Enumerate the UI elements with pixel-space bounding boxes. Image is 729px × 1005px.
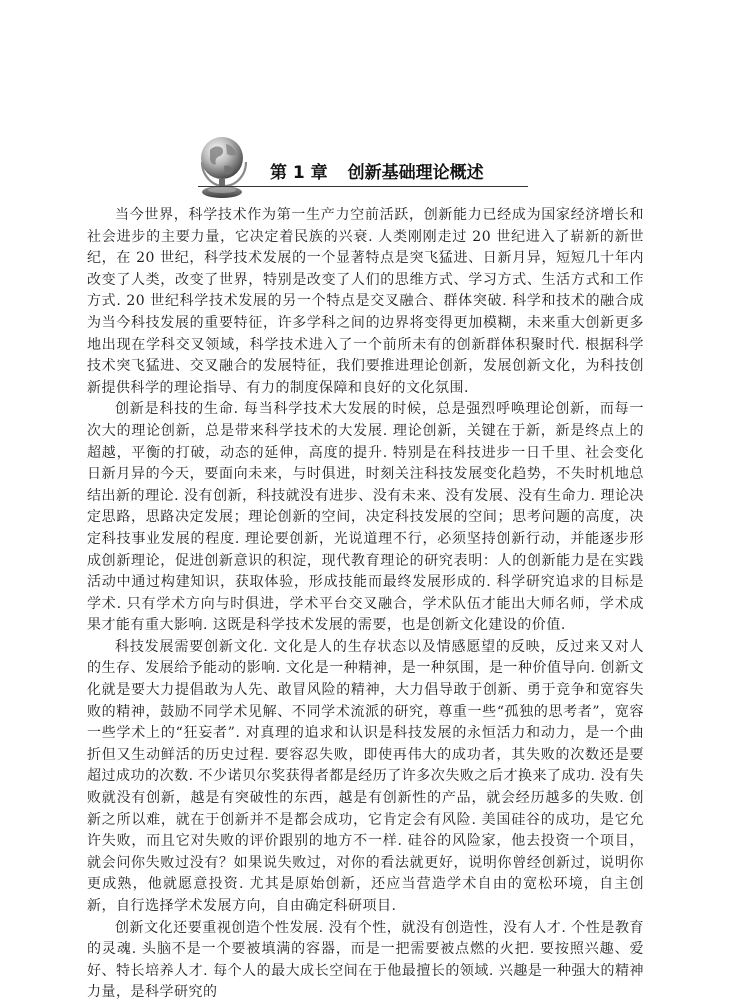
chapter-number: 第 1 章	[270, 163, 328, 183]
paragraph: 创新是科技的生命. 每当科学技术大发展的时候，总是强烈呼唤理论创新，而每一次大的理论创新，总是带来科学技术的大发展. 理论创新，关键在于新，新是终点上的超越，平衡的打破，动态的延伸，高度的提升. 特别是在科技进步一日千里、社会变化日新月异的今天，要面向未来，与时俱进，时刻关注科技发展变化趋势，不失时机地总结出新的理论. 没有创新，科技就没有进步、没有未来、没有发展、没有生命力. 理论决定思路，思路决定发展；理论创新的空间，决定科技发展的空间；思考问题的高度，决定科技事业发展的程度. 理论要创新，光说道理不行，必须坚持创新行动，并能逐步形成创新理论，促进创新意识的积淀，现代教育理论的研究表明：人的创新能力是在实践活动中通过构建知识，获取体验，形成技能而最终发展形成的. 科学研究追求的目标是学术. 只有学术方向与时俱进，学术平台交叉融合，学术队伍才能出大师名师，学术成果才能有重大影响. 这既是科学技术发展的需要，也是创新文化建设的价值.	[87, 401, 644, 634]
body-text	[87, 205, 644, 1004]
chapter-title	[270, 160, 530, 186]
title-underline	[198, 186, 528, 187]
paragraph: 创新文化还要重视创造个性发展. 没有个性，就没有创造性，没有人才. 个性是教育的灵魂. 头脑不是一个要被填满的容器，而是一把需要被点燃的火把. 要按照兴趣、爱好、特长培养人才. 每个人的最大成长空间在于他最擅长的领域. 兴趣是一种强大的精神力量，是科学研究的	[87, 919, 644, 1001]
paragraph: 当今世界，科学技术作为第一生产力空前活跃，创新能力已经成为国家经济增长和社会进步的主要力量，它决定着民族的兴衰. 人类刚刚走过 20 世纪进入了崭新的新世纪，在 20 世纪，科学技术发展的一个显著特点是突飞猛进、日新月异，短短几十年内改变了人类，改变了世界，特别是改变了人们的思维方式、学习方式、生活方式和工作方式. 20 世纪科学技术发展的另一个特点是交叉融合、群体突破. 科学和技术的融合成为当今科技发展的重要特征，许多学科之间的边界将变得更加模糊，未来重大创新更多地出现在学科交叉领域，科学技术进入了一个前所未有的创新群体积聚时代. 根据科学技术突飞猛进、交叉融合的发展特征，我们要推进理论创新，发展创新文化，为科技创新提供科学的理论指导、有力的制度保障和良好的文化氛围.	[87, 207, 644, 396]
globe-icon	[188, 128, 258, 202]
chapter-heading: 创新基础理论概述	[347, 163, 484, 183]
paragraph: 科技发展需要创新文化. 文化是人的生存状态以及情感愿望的反映，反过来又对人的生存、发展给予能动的影响. 文化是一种精神，是一种氛围，是一种价值导向. 创新文化就是要大力提倡敢为人先、敢冒风险的精神，大力倡导敢于创新、勇于竞争和宽容失败的精神，鼓励不同学术见解、不同学术流派的研究，尊重一些“孤独的思考者”，宽容一些学术上的“狂妄者”. 对真理的追求和认识是科技发展的永恒活力和动力，是一个曲折但又生动鲜活的历史过程. 要容忍失败，即使再伟大的成功者，其失败的次数还是要超过成功的次数. 不少诺贝尔奖获得者都是经历了许多次失败之后才换来了成功. 没有失败就没有创新，越是有突破性的东西，越是有创新性的产品，就会经历越多的失败. 创新之所以难，就在于创新并不是都会成功，它肯定会有风险. 美国硅谷的成功，是它允许失败，而且它对失败的评价跟别的地方不一样. 硅谷的风险家，他去投资一个项目，就会问你失败过没有？如果说失败过，对你的看法就更好，说明你曾经创新过，说明你更成熟，他就愿意投资. 尤其是原始创新，还应当营造学术自由的宽松环境，自主创新，自行选择学术发展方向，自由确定科研项目.	[87, 638, 644, 914]
